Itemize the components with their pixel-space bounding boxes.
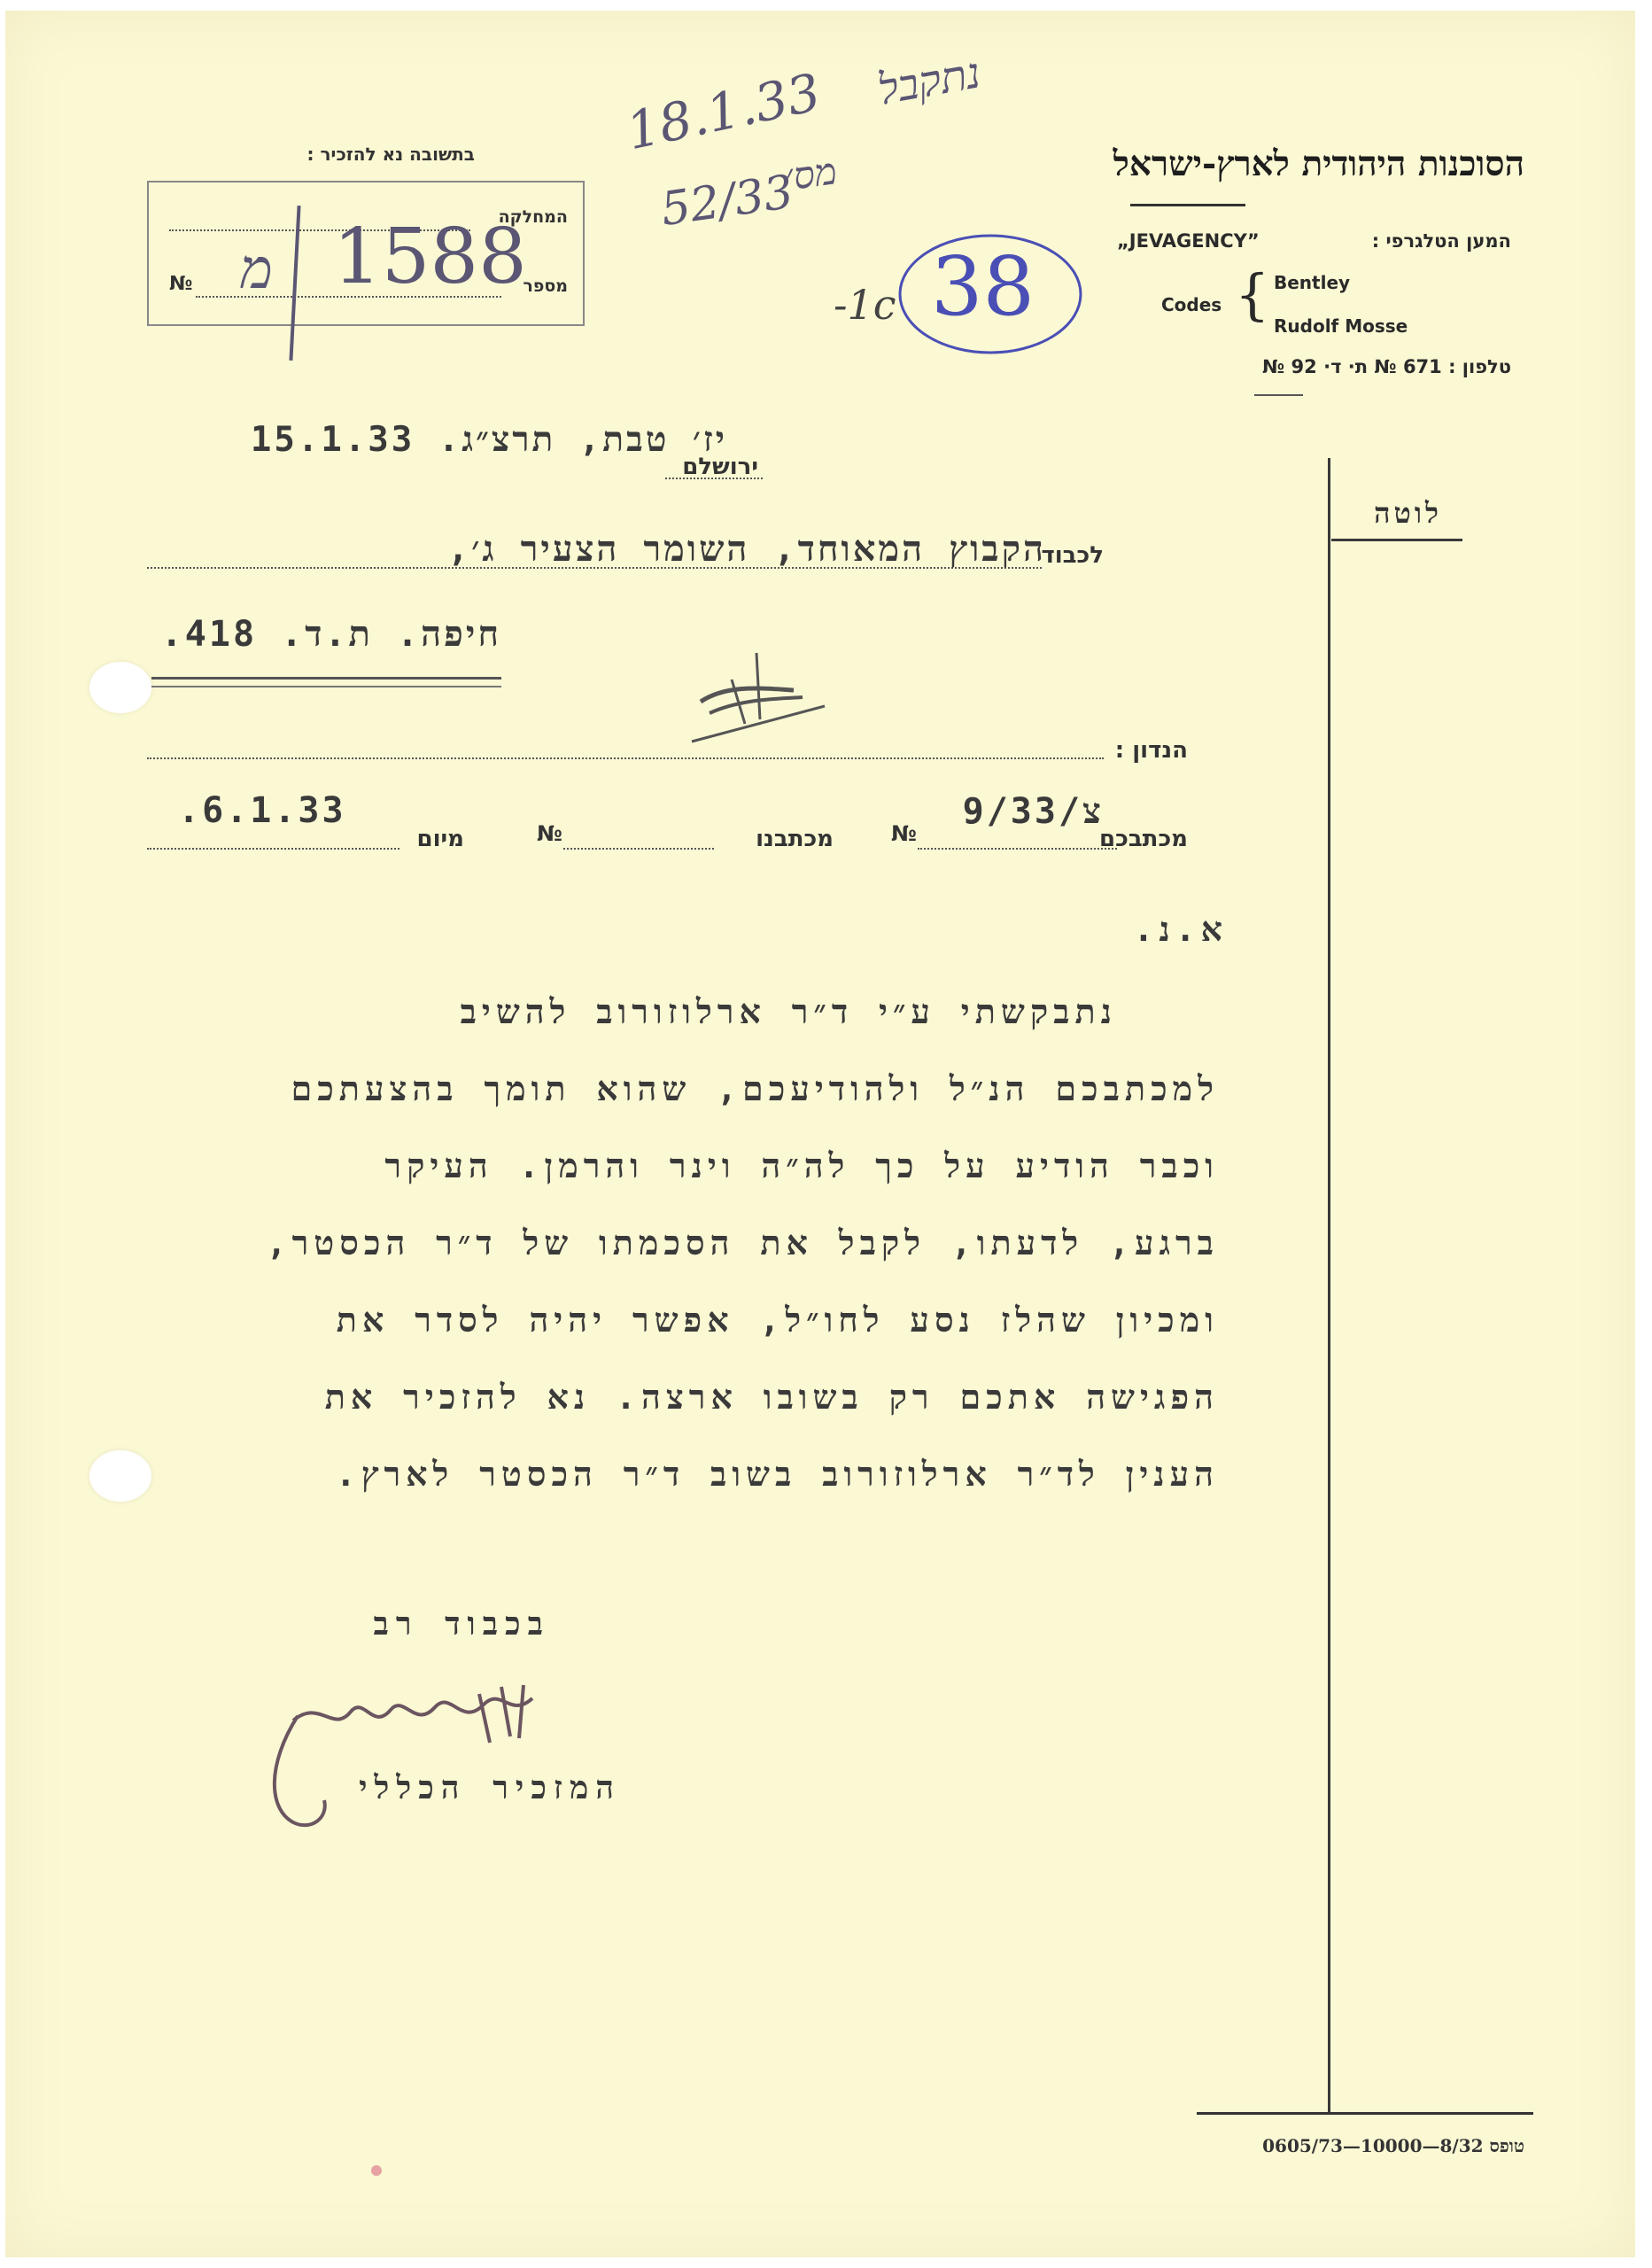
side-column-rule bbox=[1328, 458, 1330, 2115]
received-date: 18.1.33 bbox=[621, 61, 826, 162]
printer-code: טופס 8/32—10000—0605/73 bbox=[1262, 2135, 1524, 2156]
body-line-1: נתבקשתי ע״י ד״ר ארלוזורוב להשיב bbox=[460, 992, 1117, 1031]
body-line-7: הענין לד״ר ארלוזורוב בשוב ד״ר הכסטר לארץ. bbox=[335, 1455, 1219, 1494]
your-letter-dotted-line bbox=[918, 848, 1117, 850]
from-date-dotted-line bbox=[147, 848, 399, 850]
codes-brace: { bbox=[1235, 262, 1270, 327]
to-label: לכבוד bbox=[1041, 542, 1104, 569]
telegraph-address: „JEVAGENCY” bbox=[1117, 230, 1260, 252]
codes-label: Codes bbox=[1161, 294, 1222, 315]
reply-heading: בתשובה נא להזכיר : bbox=[306, 144, 475, 165]
subject-label: הנדון : bbox=[1114, 737, 1188, 764]
telegraph-label: המען הטלגרפי : bbox=[1371, 230, 1511, 252]
letter-page bbox=[5, 11, 1635, 2257]
footer-rule bbox=[1197, 2112, 1533, 2115]
subject-dotted-line bbox=[147, 757, 1104, 759]
letterhead-divider bbox=[1130, 204, 1245, 206]
place-dotted-line bbox=[665, 478, 763, 479]
place-label: ירושלם bbox=[682, 454, 758, 480]
number-label: מספר bbox=[523, 276, 568, 296]
closing-regards: בכבוד רב bbox=[373, 1606, 550, 1643]
body-line-3: וכבר הודיע על כך לה״ה וינר והרמן. העיקר bbox=[384, 1146, 1219, 1185]
received-number-word: מס׳ bbox=[781, 149, 840, 199]
ink-dot bbox=[371, 2165, 382, 2176]
our-letter-dotted-line bbox=[563, 848, 714, 850]
salutation: א.נ. bbox=[1133, 910, 1228, 949]
body-line-4: ברגע, לדעתו, לקבל את הסכמתו של ד״ר הכסטר, bbox=[266, 1223, 1219, 1262]
crossed-out-scribble bbox=[679, 635, 838, 750]
letter-date: יז׳ טבת, תרצ״ג. 15.1.33 bbox=[250, 420, 727, 460]
signature bbox=[258, 1667, 559, 1845]
letterhead-short-rule bbox=[1254, 394, 1303, 396]
signatory-title: המזכיר הכללי bbox=[359, 1770, 621, 1806]
body-line-6: הפגישה אתכם רק בשובו ארצה. נא להזכיר את bbox=[324, 1378, 1219, 1417]
number-sign: № bbox=[169, 273, 193, 295]
org-name: הסוכנות היהודית לארץ-ישראל bbox=[1113, 144, 1524, 184]
received-word: נתקבל bbox=[874, 48, 985, 115]
body-line-2: למכתבכם הנ״ל ולהודיעכם, שהוא תומך בהצעתכם bbox=[291, 1069, 1219, 1108]
code-mosse: Rudolf Mosse bbox=[1274, 315, 1408, 337]
circled-number: 38 bbox=[931, 239, 1035, 334]
handwritten-file-number: 1588 bbox=[333, 213, 527, 301]
your-letter-number-sign: № bbox=[891, 821, 917, 846]
your-letter-label: מכתבכם bbox=[1099, 826, 1188, 852]
side-mark: -1c bbox=[834, 281, 896, 329]
your-letter-number: צ/9/33 bbox=[962, 791, 1104, 832]
recipient-address: חיפה. ת.ד. 418. bbox=[160, 614, 501, 655]
from-date: .6.1.33 bbox=[178, 790, 346, 831]
side-column-underline bbox=[1331, 539, 1462, 541]
our-letter-label: מכתבנו bbox=[756, 826, 834, 852]
our-letter-number-sign: № bbox=[537, 821, 562, 846]
from-date-label: מיום bbox=[416, 826, 464, 852]
address-underline-2 bbox=[151, 686, 501, 687]
punch-hole-top bbox=[89, 662, 151, 713]
received-number: 52/33 bbox=[657, 165, 797, 237]
phone-line: טלפון : 671 № ת· ד· 92 № bbox=[1261, 356, 1511, 377]
body-line-5: ומכיון שהלז נסע לחו״ל, אפשר יהיה לסדר את bbox=[336, 1301, 1219, 1340]
code-bentley: Bentley bbox=[1274, 272, 1351, 293]
recipient: הקבוץ המאוחד, השומר הצעיר ג׳, bbox=[447, 529, 1046, 570]
side-column-label: לוטה bbox=[1374, 496, 1442, 530]
department-label: המחלקה bbox=[498, 207, 568, 227]
punch-hole-bottom bbox=[89, 1450, 151, 1502]
handwritten-dept-letter: מ bbox=[240, 237, 273, 301]
address-underline-1 bbox=[151, 677, 501, 680]
